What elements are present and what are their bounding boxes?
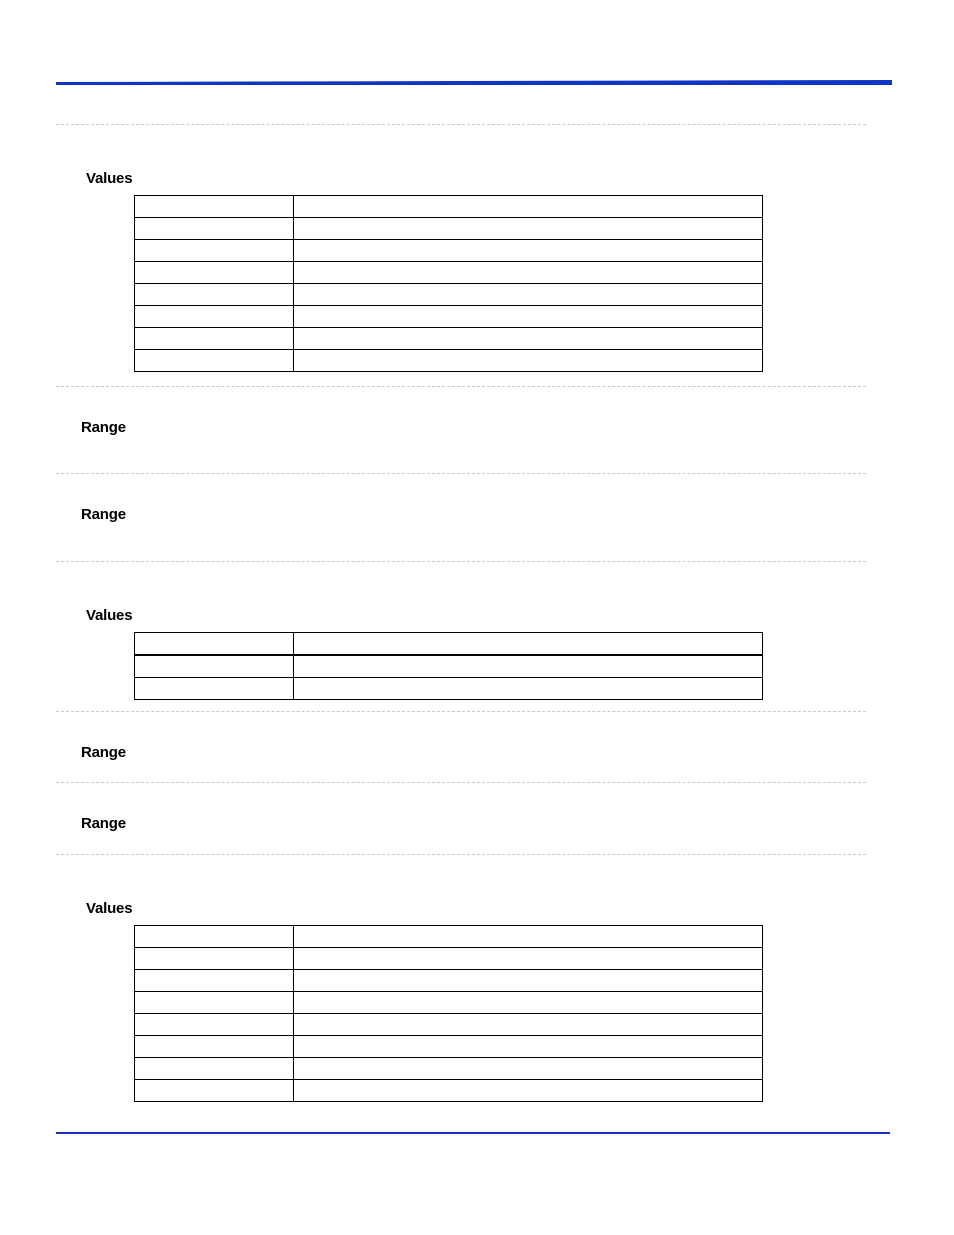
table-cell <box>135 328 294 350</box>
table-cell <box>294 306 763 328</box>
table-row <box>135 992 763 1014</box>
table-cell <box>294 678 763 700</box>
values-heading-2: Values <box>86 607 133 624</box>
values-heading-3: Values <box>86 900 133 917</box>
range-heading-3: Range <box>81 744 126 761</box>
header-rule <box>56 80 892 85</box>
table-cell <box>294 240 763 262</box>
table-row <box>135 306 763 328</box>
table-cell <box>294 1080 763 1102</box>
table-cell <box>294 633 763 656</box>
table-cell <box>135 306 294 328</box>
table-row <box>135 1014 763 1036</box>
values-heading-1: Values <box>86 170 133 187</box>
table-cell <box>135 992 294 1014</box>
section-divider <box>56 473 866 474</box>
table-cell <box>294 992 763 1014</box>
table-cell <box>135 948 294 970</box>
table-cell <box>294 1014 763 1036</box>
range-heading-2: Range <box>81 506 126 523</box>
table-cell <box>294 328 763 350</box>
table-cell <box>135 1036 294 1058</box>
table-cell <box>294 926 763 948</box>
table-cell <box>135 678 294 700</box>
table-cell <box>135 350 294 372</box>
table-cell <box>294 218 763 240</box>
table-cell <box>294 196 763 218</box>
table-cell <box>135 970 294 992</box>
range-heading-4: Range <box>81 815 126 832</box>
table-row <box>135 1080 763 1102</box>
table-cell <box>294 655 763 678</box>
section-divider <box>56 711 866 712</box>
table-row <box>135 678 763 700</box>
table-cell <box>135 1080 294 1102</box>
table-row <box>135 948 763 970</box>
range-heading-1: Range <box>81 419 126 436</box>
table-row <box>135 655 763 678</box>
table-row <box>135 633 763 656</box>
table-cell <box>294 284 763 306</box>
table-row <box>135 1058 763 1080</box>
table-row <box>135 970 763 992</box>
table-cell <box>135 196 294 218</box>
table-cell <box>135 284 294 306</box>
section-divider <box>56 124 866 125</box>
table-cell <box>135 655 294 678</box>
table-cell <box>294 1058 763 1080</box>
table-cell <box>135 926 294 948</box>
table-cell <box>135 1058 294 1080</box>
table-row <box>135 1036 763 1058</box>
table-row <box>135 218 763 240</box>
values-table-3 <box>134 925 763 1102</box>
table-row <box>135 328 763 350</box>
table-cell <box>294 350 763 372</box>
section-divider <box>56 386 866 387</box>
table-row <box>135 196 763 218</box>
values-table-1 <box>134 195 763 372</box>
table-row <box>135 262 763 284</box>
table-row <box>135 926 763 948</box>
footer-rule <box>56 1132 890 1134</box>
section-divider <box>56 854 866 855</box>
table-cell <box>135 633 294 656</box>
table-cell <box>135 218 294 240</box>
section-divider <box>56 561 866 562</box>
table-row <box>135 284 763 306</box>
table-cell <box>135 262 294 284</box>
table-row <box>135 240 763 262</box>
table-cell <box>294 262 763 284</box>
values-table-2 <box>134 632 763 700</box>
table-cell <box>294 970 763 992</box>
table-cell <box>294 1036 763 1058</box>
table-cell <box>135 240 294 262</box>
table-row <box>135 350 763 372</box>
table-cell <box>135 1014 294 1036</box>
table-cell <box>294 948 763 970</box>
section-divider <box>56 782 866 783</box>
